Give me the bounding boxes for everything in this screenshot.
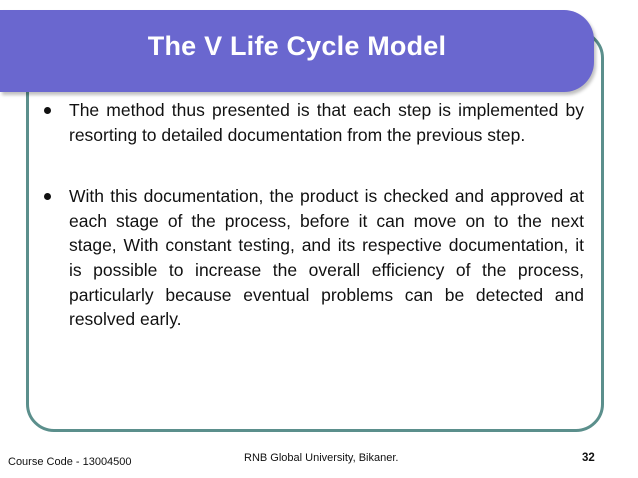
- bullet-item: [44, 98, 584, 147]
- bullet-text: The method thus presented is that each step is implemented by resorting to detailed documentation from the previous step.: [69, 100, 584, 145]
- footer-course-code: Course Code - 13004500: [8, 456, 132, 468]
- footer-page-number: 32: [582, 452, 595, 464]
- slide-title: The V Life Cycle Model: [147, 31, 447, 61]
- footer-university: RNB Global University, Bikaner.: [244, 452, 399, 464]
- slide-content: [44, 98, 584, 332]
- bullet-icon: [44, 193, 51, 200]
- bullet-text: With this documentation, the product is checked and approved at each stage of the process, before it can move on to the next stage, With constant testing, and its respective documentation, it is possible to increase the overall efficiency of the process, particularly because eventual problems can be detected and resolved early.: [69, 186, 584, 330]
- bullet-icon: [44, 107, 51, 114]
- bullet-item: [44, 184, 584, 332]
